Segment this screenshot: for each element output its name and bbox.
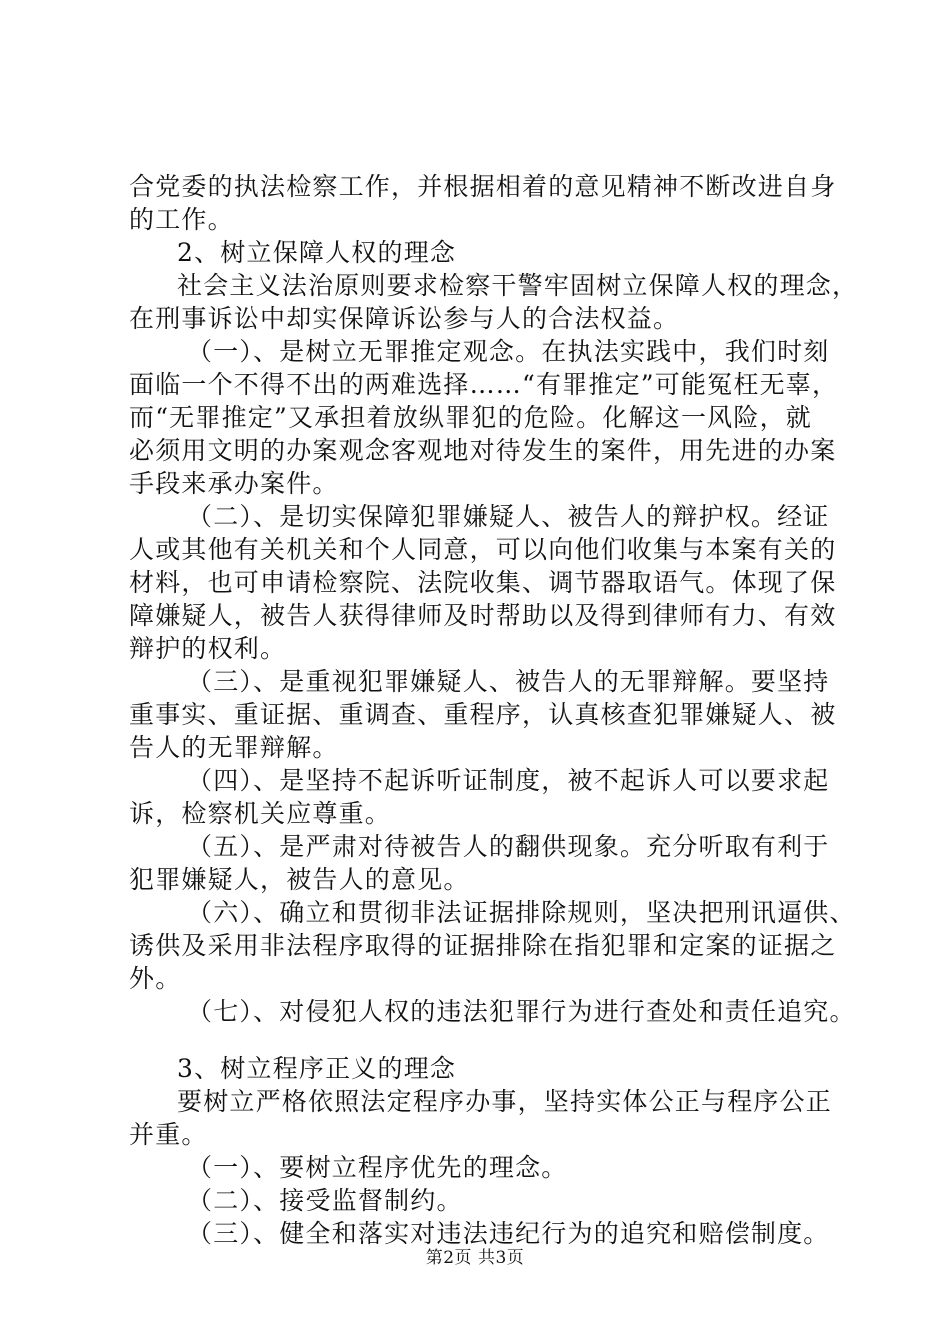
- text-line: 诉，检察机关应尊重。: [129, 799, 392, 828]
- text-line: （一）、要树立程序优先的理念。: [187, 1153, 568, 1182]
- text-line: （五）、是严肃对待被告人的翻供现象。充分听取有利于: [187, 832, 830, 861]
- text-line: 3、树立程序正义的理念: [177, 1054, 457, 1083]
- text-line: （六）、确立和贯彻非法证据排除规则，坚决把刑讯逼供、: [187, 898, 856, 927]
- text-line: 材料，也可申请检察院、法院收集、调节器取语气。体现了保: [129, 568, 837, 597]
- text-line: 的工作。: [129, 205, 234, 234]
- text-line: （一）、是树立无罪推定观念。在执法实践中，我们时刻: [187, 337, 830, 366]
- text-line: （二）、是切实保障犯罪嫌疑人、被告人的辩护权。经证: [187, 502, 830, 531]
- text-line: 并重。: [129, 1120, 208, 1149]
- text-line: 手段来承办案件。: [129, 469, 339, 498]
- text-line: 告人的无罪辩解。: [129, 733, 339, 762]
- text-line: 在刑事诉讼中却实保障诉讼参与人的合法权益。: [129, 304, 680, 333]
- text-line: 而“无罪推定”又承担着放纵罪犯的危险。化解这一风险，就: [129, 403, 812, 432]
- text-line: （三）、健全和落实对违法违纪行为的追究和赔偿制度。: [187, 1219, 830, 1248]
- text-line: 诱供及采用非法程序取得的证据排除在指犯罪和定案的证据之: [129, 931, 837, 960]
- text-line: （二）、接受监督制约。: [187, 1186, 463, 1215]
- text-line: 人或其他有关机关和个人同意，可以向他们收集与本案有关的: [129, 535, 837, 564]
- text-line: 要树立严格依照法定程序办事，坚持实体公正与程序公正: [177, 1087, 833, 1116]
- paragraph-gap: [129, 1028, 849, 1052]
- text-line: 2、树立保障人权的理念: [177, 238, 457, 267]
- text-line: 面临一个不得不出的两难选择……“有罪推定”可能冤枉无辜，: [129, 370, 839, 399]
- text-line: （三）、是重视犯罪嫌疑人、被告人的无罪辩解。要坚持: [187, 667, 830, 696]
- text-line: 犯罪嫌疑人，被告人的意见。: [129, 865, 470, 894]
- text-line: 社会主义法治原则要求检察干警牢固树立保障人权的理念，: [177, 271, 859, 300]
- text-line: 重事实、重证据、重调查、重程序，认真核查犯罪嫌疑人、被: [129, 700, 837, 729]
- document-body: [129, 170, 859, 1250]
- text-line: 辩护的权利。: [129, 634, 287, 663]
- page-footer: 第2页 共3页: [425, 1248, 525, 1268]
- text-line: 必须用文明的办案观念客观地对待发生的案件，用先进的办案: [129, 436, 837, 465]
- text-line: 障嫌疑人，被告人获得律师及时帮助以及得到律师有力、有效: [129, 601, 837, 630]
- text-line: 外。: [129, 964, 182, 993]
- text-line: 合党委的执法检察工作，并根据相着的意见精神不断改进自身: [129, 172, 837, 201]
- text-line: （七）、对侵犯人权的违法犯罪行为进行查处和责任追究。: [187, 997, 856, 1026]
- text-line: （四）、是坚持不起诉听证制度，被不起诉人可以要求起: [187, 766, 830, 795]
